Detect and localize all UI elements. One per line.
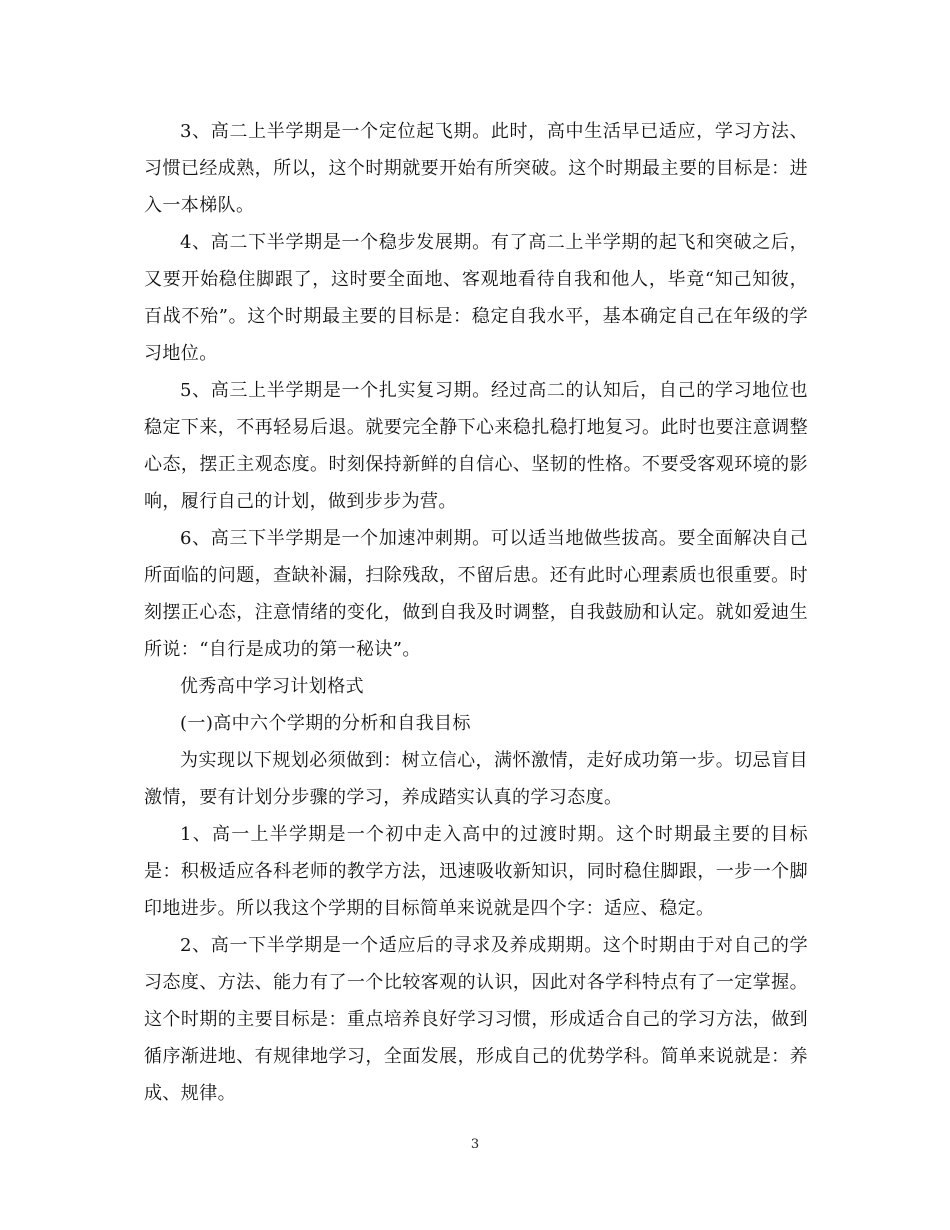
- paragraph-semester-1: 1、高一上半学期是一个初中走入高中的过渡时期。这个时期最主要的目标是：积极适应各科老师的教学方法，迅速吸收新知识，同时稳住脚跟，一步一个脚印地进步。所以我这个学期的目标简单来说就是四个字：适应、稳定。: [144, 824, 808, 919]
- paragraph-requirements: 为实现以下规划必须做到：树立信心，满怀激情，走好成功第一步。切忌盲目激情，要有计划分步骤的学习，养成踏实认真的学习态度。: [144, 750, 808, 808]
- paragraph-semester-5: 5、高三上半学期是一个扎实复习期。经过高二的认知后，自己的学习地位也稳定下来，不再轻易后退。就要完全静下心来稳扎稳打地复习。此时也要注意调整心态，摆正主观态度。时刻保持新鲜的自信心、坚韧的性格。不要受客观环境的影响，履行自己的计划，做到步步为营。: [144, 380, 808, 512]
- paragraph-semester-3: 3、高二上半学期是一个定位起飞期。此时，高中生活早已适应，学习方法、习惯已经成熟，所以，这个时期就要开始有所突破。这个时期最主要的目标是：进入一本梯队。: [144, 121, 808, 216]
- subsection-heading: (一)高中六个学期的分析和自我目标: [180, 713, 471, 734]
- document-body: [144, 113, 808, 1112]
- paragraph-semester-4: 4、高二下半学期是一个稳步发展期。有了高二上半学期的起飞和突破之后，又要开始稳住脚跟了，这时要全面地、客观地看待自我和他人，毕竟“知己知彼，百战不殆”。这个时期最主要的目标是：稳定自我水平，基本确定自己在年级的学习地位。: [144, 232, 808, 364]
- page-number: 3: [470, 1137, 480, 1152]
- paragraph-semester-2: 2、高一下半学期是一个适应后的寻求及养成期期。这个时期由于对自己的学习态度、方法、能力有了一个比较客观的认识，因此对各学科特点有了一定掌握。这个时期的主要目标是：重点培养良好学习习惯，形成适合自己的学习方法，做到循序渐进地、有规律地学习，全面发展，形成自己的优势学科。简单来说就是：养成、规律。: [144, 935, 808, 1104]
- paragraph-semester-6: 6、高三下半学期是一个加速冲刺期。可以适当地做些拔高。要全面解决自己所面临的问题，查缺补漏，扫除残敌，不留后患。还有此时心理素质也很重要。时刻摆正心态，注意情绪的变化，做到自我及时调整，自我鼓励和认定。就如爱迪生所说：“自行是成功的第一秘诀”。: [144, 528, 808, 660]
- section-heading: 优秀高中学习计划格式: [180, 676, 364, 697]
